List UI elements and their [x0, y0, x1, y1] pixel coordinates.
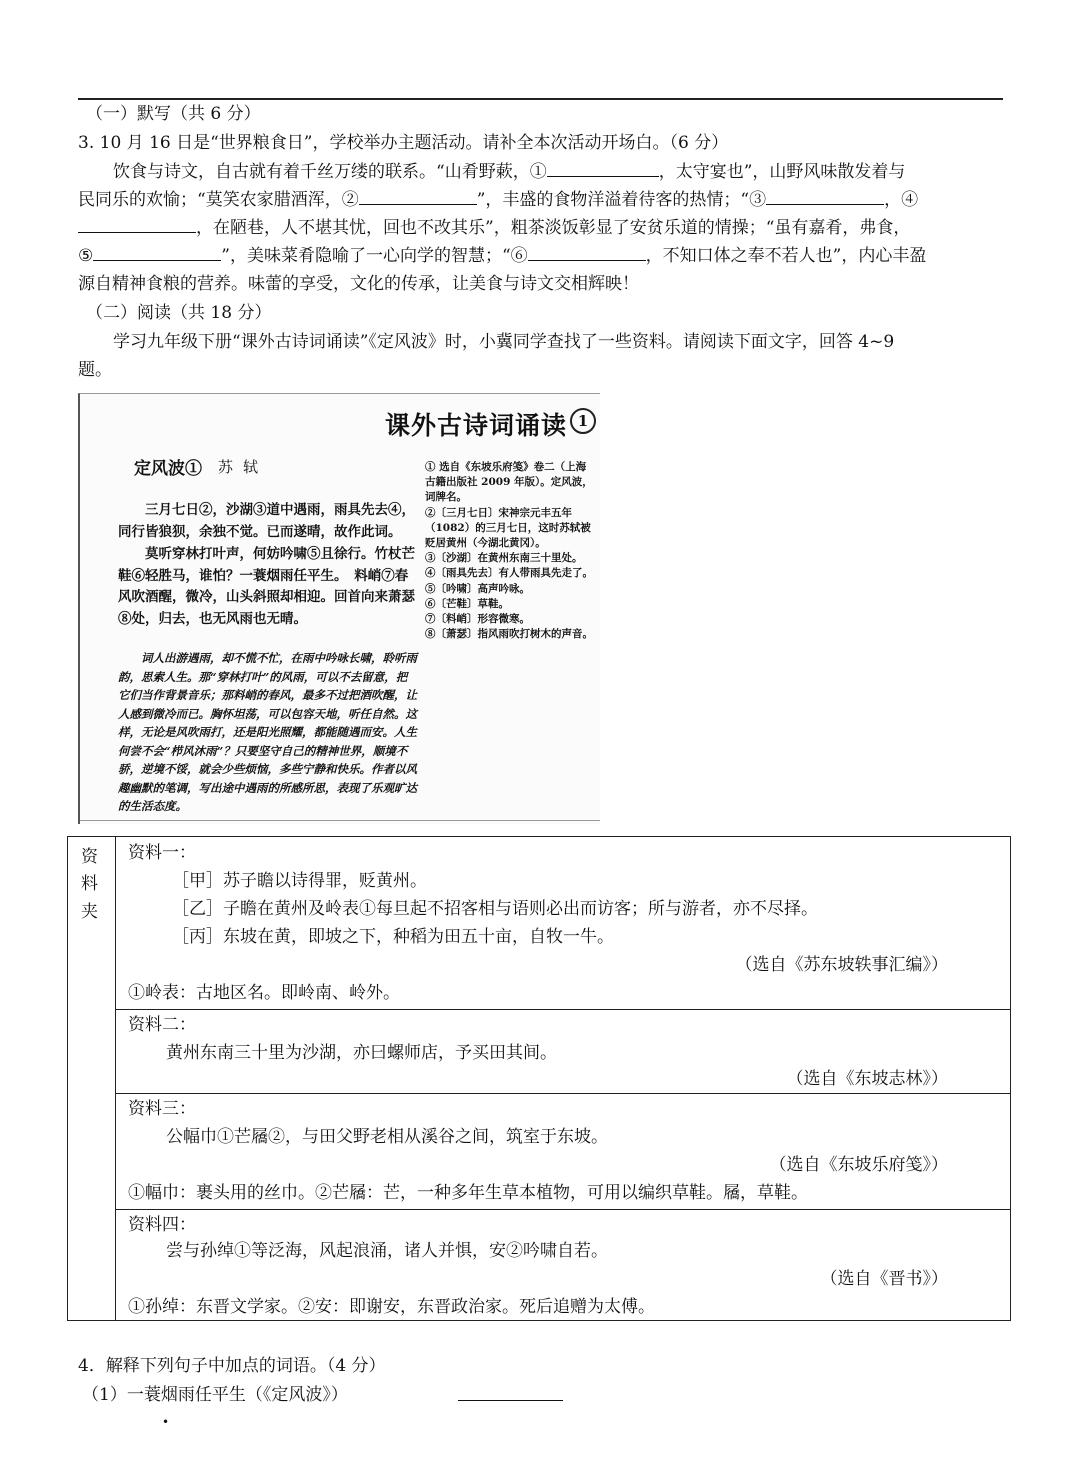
note-item: ⑦〔料峭〕形容微寒。 — [425, 613, 530, 626]
material-3-source: （选自《东坡乐府笺》） — [769, 1155, 948, 1175]
material-1-jia: ［甲］苏子瞻以诗得罪，贬黄州。 — [172, 871, 427, 891]
textbook-scan — [78, 393, 600, 824]
material-4-text: 尝与孙绰①等泛海，风起浪涌，诸人并惧，安②吟啸自若。 — [166, 1241, 608, 1261]
row-divider — [116, 1093, 1010, 1094]
material-1-yi: ［乙］子瞻在黄州及岭表①每旦起不招客相与语则必出而访客；所与游者，亦不尽择。 — [172, 899, 818, 919]
folder-side-label: 资 料 夹 — [68, 837, 116, 1320]
note-item: ⑥〔芒鞋〕草鞋。 — [425, 597, 509, 610]
note-item: ④〔雨具先去〕有人带雨具先走了。 — [425, 567, 593, 580]
poem-body: 莫听穿林打叶声，何妨吟啸⑤且徐行。竹杖芒鞋⑥轻胜马，谁怕？一蓑烟雨任平生。 料峭⑦春风吹酒醒，微冷，山头斜照却相迎。回首向来萧瑟⑧处，归去，也无风雨也无晴。 — [118, 546, 415, 627]
material-2-source: （选自《东坡志林》） — [786, 1069, 948, 1089]
q3-line-5: 源自精神食粮的营养。味蕾的享受，文化的传承，让美食与诗文交相辉映！ — [78, 274, 639, 294]
material-folder-table — [67, 836, 1011, 1321]
question-4-item-1: （1）一蓑烟雨任平生（《定风波》） • — [82, 1381, 1080, 1410]
emphasis-dot: • — [162, 1415, 170, 1429]
note-item: ⑧〔萧瑟〕指风雨吹打树木的声音。 — [425, 628, 593, 641]
poem-notes — [425, 460, 595, 642]
scan-bottom-rule — [80, 820, 600, 821]
q3-line-1: 饮食与诗文，自古就有着千丝万缕的联系。“山肴野蔌，① ，太守宴也”，山野风味散发着与 — [113, 158, 905, 187]
material-3-note: ①幅巾：裹头用的丝巾。②芒屩：芒，一种多年生草本植物，可用以编织草鞋。屩，草鞋。 — [128, 1183, 808, 1203]
material-1-bing: ［丙］东坡在黄，即坡之下，种稻为田五十亩，自牧一牛。 — [172, 927, 614, 947]
material-4-label: 资料四： — [128, 1215, 196, 1235]
note-item: ②〔三月七日〕宋神宗元丰五年（1082）的三月七日，这时苏轼被贬居黄州（今湖北黄冈）。 — [425, 506, 591, 550]
note-item: ① 选自《东坡乐府笺》卷二（上海古籍出版社 2009 年版）。定风波，词牌名。 — [425, 461, 593, 504]
material-2-label: 资料二： — [128, 1015, 196, 1035]
blank-4[interactable] — [78, 214, 196, 233]
blank-1[interactable] — [547, 158, 659, 177]
poem-commentary: 词人出游遇雨，却不慌不忙，在雨中吟咏长啸，聆听雨韵，思索人生。那“穿林打叶”的风雨，可以不去留意，把它们当作背景音乐；那料峭的春风，最多不过把酒吹醒，让人感到微冷而已。胸怀坦荡，可以包容天地，听任自然。这样，无论是风吹雨打，还是阳光照耀，都能随遇而安。人生何尝不会“栉风沐雨”？只要坚守自己的精神世界，顺境不骄，逆境不馁，就会少些烦恼，多些宁静和快乐。作者以风趣幽默的笔调，写出途中遇雨的所感所思，表现了乐观旷达的生活态度。 — [118, 651, 417, 813]
material-1-label: 资料一： — [128, 843, 196, 863]
poem-preface: 三月七日②，沙湖③道中遇雨，雨具先去④，同行皆狼狈，余独不觉。已而遂晴，故作此词。 — [118, 502, 415, 540]
reading-intro-cont: 题。 — [78, 360, 112, 380]
row-divider — [116, 1009, 1010, 1010]
question-3-prompt: 3. 10 月 16 日是“世界粮食日”，学校举办主题活动。请补全本次活动开场白。（6 分） — [78, 133, 729, 153]
material-3-text: 公幅巾①芒屩②，与田父野老相从溪谷之间，筑室于东坡。 — [166, 1127, 608, 1147]
material-2-text: 黄州东南三十里为沙湖，亦曰螺师店，予买田其间。 — [166, 1043, 557, 1063]
material-3-label: 资料三： — [128, 1099, 196, 1119]
q3-line-3: ，在陋巷，人不堪其忧，回也不改其乐”，粗茶淡饭彰显了安贫乐道的情操；“虽有嘉肴，弗食， — [78, 214, 910, 243]
material-1-note: ①岭表：古地区名。即岭南、岭外。 — [128, 983, 400, 1003]
reading-intro: 学习九年级下册“课外古诗词诵读”《定风波》时，小冀同学查找了一些资料。请阅读下面文字，回答 4~9 — [113, 332, 895, 352]
blank-5[interactable] — [93, 242, 221, 261]
note-item: ③〔沙湖〕在黄州东南三十里处。 — [425, 552, 583, 565]
blank-6[interactable] — [528, 242, 646, 261]
scan-header-mark: 1 — [570, 408, 596, 434]
answer-blank-4-1[interactable] — [458, 1400, 563, 1401]
poem-title: 定风波① — [134, 459, 202, 479]
blank-3[interactable] — [766, 186, 884, 205]
question-4-prompt: 4．解释下列句子中加点的词语。（4 分） — [78, 1356, 386, 1376]
blank-2[interactable] — [359, 186, 477, 205]
material-4-source: （选自《晋书》） — [820, 1269, 948, 1289]
row-divider — [116, 1209, 1010, 1210]
material-1-source: （选自《苏东坡轶事汇编》） — [735, 955, 948, 975]
q3-line-2: 民同乐的欢愉；“莫笑农家腊酒浑，② ”，丰盛的食物洋溢着待客的热情；“③ ，④ — [78, 186, 918, 215]
poem-author: 苏轼 — [218, 458, 269, 476]
section-heading-dictation: （一）默写（共 6 分） — [86, 104, 261, 124]
q3-line-4: ⑤ ”，美味菜肴隐喻了一心向学的智慧；“⑥ ，不知口体之奉不若人也”，内心丰盈 — [78, 242, 926, 271]
scan-header: 课外古诗词诵读 — [385, 411, 568, 440]
material-4-note: ①孙绰：东晋文学家。②安：即谢安，东晋政治家。死后追赠为太傅。 — [128, 1297, 655, 1317]
section-heading-reading: （二）阅读（共 18 分） — [86, 303, 272, 323]
note-item: ⑤〔吟啸〕高声吟咏。 — [425, 582, 530, 595]
